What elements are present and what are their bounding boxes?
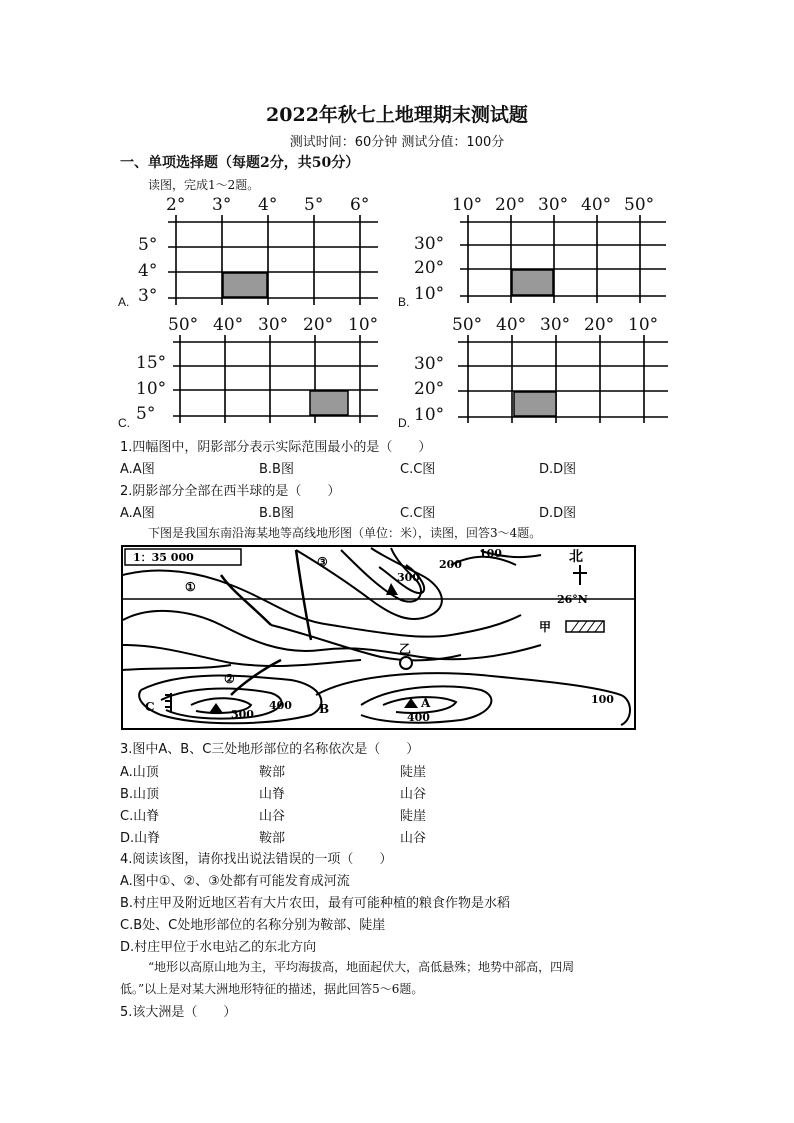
- lon-label: 3°: [212, 195, 232, 215]
- q3-option-c[interactable]: C.山脊: [120, 809, 160, 824]
- q2-option-a[interactable]: A.A图: [120, 506, 155, 521]
- lat-label: 5°: [138, 235, 158, 255]
- q3-option-a[interactable]: A.山顶: [120, 765, 159, 780]
- lon-label: 40°: [496, 315, 527, 335]
- q3-option-b-2: 山脊: [259, 787, 286, 802]
- lon-label: 10°: [452, 195, 483, 215]
- q3-option-d[interactable]: D.山脊: [120, 831, 161, 846]
- contour-label: 200: [439, 558, 462, 571]
- lat-label: 3°: [138, 286, 158, 306]
- q3-option-c-3: 陡崖: [400, 809, 427, 824]
- q3-option-b[interactable]: B.山顶: [120, 787, 160, 802]
- grid-figure-b: [396, 195, 676, 315]
- question-4: 4.阅读该图，请你找出说法错误的一项（ ）: [120, 852, 393, 867]
- contour-label: 100: [479, 547, 502, 560]
- option-label-b: B.: [398, 295, 410, 309]
- q3-option-a-3: 陡崖: [400, 765, 427, 780]
- grid-d-top-labels: [452, 315, 668, 335]
- question-3: 3.图中A、B、C三处地形部位的名称依次是（ ）: [120, 742, 420, 757]
- q4-option-b[interactable]: B.村庄甲及附近地区若有大片农田，最有可能种植的粮食作物是水稻: [120, 896, 511, 911]
- lon-label: 5°: [304, 195, 324, 215]
- q2-option-c[interactable]: C.C图: [400, 506, 436, 521]
- option-label-d: D.: [398, 416, 410, 430]
- q1-option-b[interactable]: B.B图: [259, 462, 294, 477]
- lat-label: 10°: [414, 405, 445, 425]
- page-title: 2022年秋七上地理期末测试题: [266, 104, 528, 126]
- option-label-c: C.: [118, 416, 130, 430]
- lon-label: 20°: [303, 315, 334, 335]
- contour-map-drawing: [121, 545, 636, 730]
- shaded-area: [514, 392, 556, 416]
- marker-3-label: ③: [317, 555, 328, 569]
- option-label-a: A.: [118, 295, 130, 309]
- q4-option-d[interactable]: D.村庄甲位于水电站乙的东北方向: [120, 940, 317, 955]
- station-label: 乙: [399, 642, 412, 656]
- instruction-3-4: 下图是我国东南沿海某地等高线地形图（单位：米），读图，回答3～4题。: [148, 526, 542, 540]
- contour-label: 400: [269, 699, 292, 712]
- q4-option-a[interactable]: A.图中①、②、③处都有可能发育成河流: [120, 874, 350, 889]
- q3-option-b-3: 山谷: [400, 787, 427, 802]
- marker-2-label: ②: [224, 672, 235, 686]
- contour-label: 300: [397, 571, 420, 584]
- lon-label: 50°: [452, 315, 483, 335]
- passage-line-1: “地形以高原山地为主，平均海拔高，地面起伏大，高低悬殊；地势中部高，四周: [148, 960, 575, 974]
- contour-label: 100: [591, 693, 614, 706]
- contour-map: [121, 545, 636, 730]
- contour-label: 300: [231, 708, 254, 721]
- lat-label: 10°: [414, 284, 445, 304]
- lat-label: 20°: [414, 379, 445, 399]
- lon-label: 50°: [624, 195, 655, 215]
- grid-figure-a: [118, 195, 388, 315]
- q1-option-a[interactable]: A.A图: [120, 462, 155, 477]
- q3-option-d-2: 鞍部: [259, 831, 286, 846]
- q3-option-d-3: 山谷: [400, 831, 427, 846]
- shaded-area: [310, 391, 348, 415]
- lon-label: 10°: [348, 315, 379, 335]
- lat-label: 15°: [136, 353, 167, 373]
- point-c-label: C: [145, 700, 155, 714]
- lon-label: 40°: [213, 315, 244, 335]
- q3-option-a-2: 鞍部: [259, 765, 286, 780]
- power-station-icon: [400, 657, 412, 669]
- q2-option-d[interactable]: D.D图: [539, 506, 577, 521]
- lat-label: 4°: [138, 261, 158, 281]
- lon-label: 20°: [495, 195, 526, 215]
- lon-label: 30°: [258, 315, 289, 335]
- lon-label: 6°: [350, 195, 370, 215]
- lon-label: 2°: [166, 195, 186, 215]
- latitude-label: 26°N: [557, 593, 588, 606]
- shaded-area: [223, 273, 267, 297]
- test-info: 测试时间：60分钟 测试分值：100分: [289, 135, 505, 150]
- grid-figure-c: [118, 315, 388, 435]
- lat-label: 30°: [414, 234, 445, 254]
- village-label: 甲: [539, 620, 552, 634]
- point-b-label: B: [319, 702, 330, 716]
- lon-label: 20°: [584, 315, 615, 335]
- lon-label: 50°: [168, 315, 199, 335]
- question-1: 1.四幅图中，阴影部分表示实际范围最小的是（ ）: [120, 440, 432, 455]
- q4-option-c[interactable]: C.B处、C处地形部位的名称分别为鞍部、陡崖: [120, 918, 386, 933]
- q3-option-c-2: 山谷: [259, 809, 286, 824]
- q1-option-c[interactable]: C.C图: [400, 462, 436, 477]
- lat-label: 30°: [414, 354, 445, 374]
- grid-b-top-labels: [452, 195, 664, 215]
- section-heading: 一、单项选择题（每题2分，共50分）: [120, 155, 360, 171]
- contour-label: 400: [407, 711, 430, 724]
- lon-label: 30°: [538, 195, 569, 215]
- passage-line-2: 低。”以上是对某大洲地形特征的描述，据此回答5～6题。: [120, 982, 424, 996]
- grid-figure-d: [396, 315, 676, 435]
- lat-label: 10°: [136, 379, 167, 399]
- instruction-1-2: 读图，完成1～2题。: [148, 178, 260, 192]
- grid-c-top-labels: [168, 315, 388, 335]
- lon-label: 4°: [258, 195, 278, 215]
- q1-option-d[interactable]: D.D图: [539, 462, 577, 477]
- lat-label: 20°: [414, 258, 445, 278]
- question-5: 5.该大洲是（ ）: [120, 1005, 237, 1020]
- scale-label: 1：35 000: [133, 551, 194, 564]
- marker-1-label: ①: [185, 580, 196, 594]
- lon-label: 10°: [628, 315, 659, 335]
- north-label: 北: [569, 549, 583, 565]
- lat-label: 5°: [136, 404, 156, 424]
- grid-a-top-labels: [166, 195, 390, 215]
- point-a-label: A: [421, 696, 431, 710]
- question-2: 2.阴影部分全部在西半球的是（ ）: [120, 484, 341, 499]
- shaded-area: [512, 270, 553, 295]
- q2-option-b[interactable]: B.B图: [259, 506, 294, 521]
- lon-label: 40°: [581, 195, 612, 215]
- lon-label: 30°: [540, 315, 571, 335]
